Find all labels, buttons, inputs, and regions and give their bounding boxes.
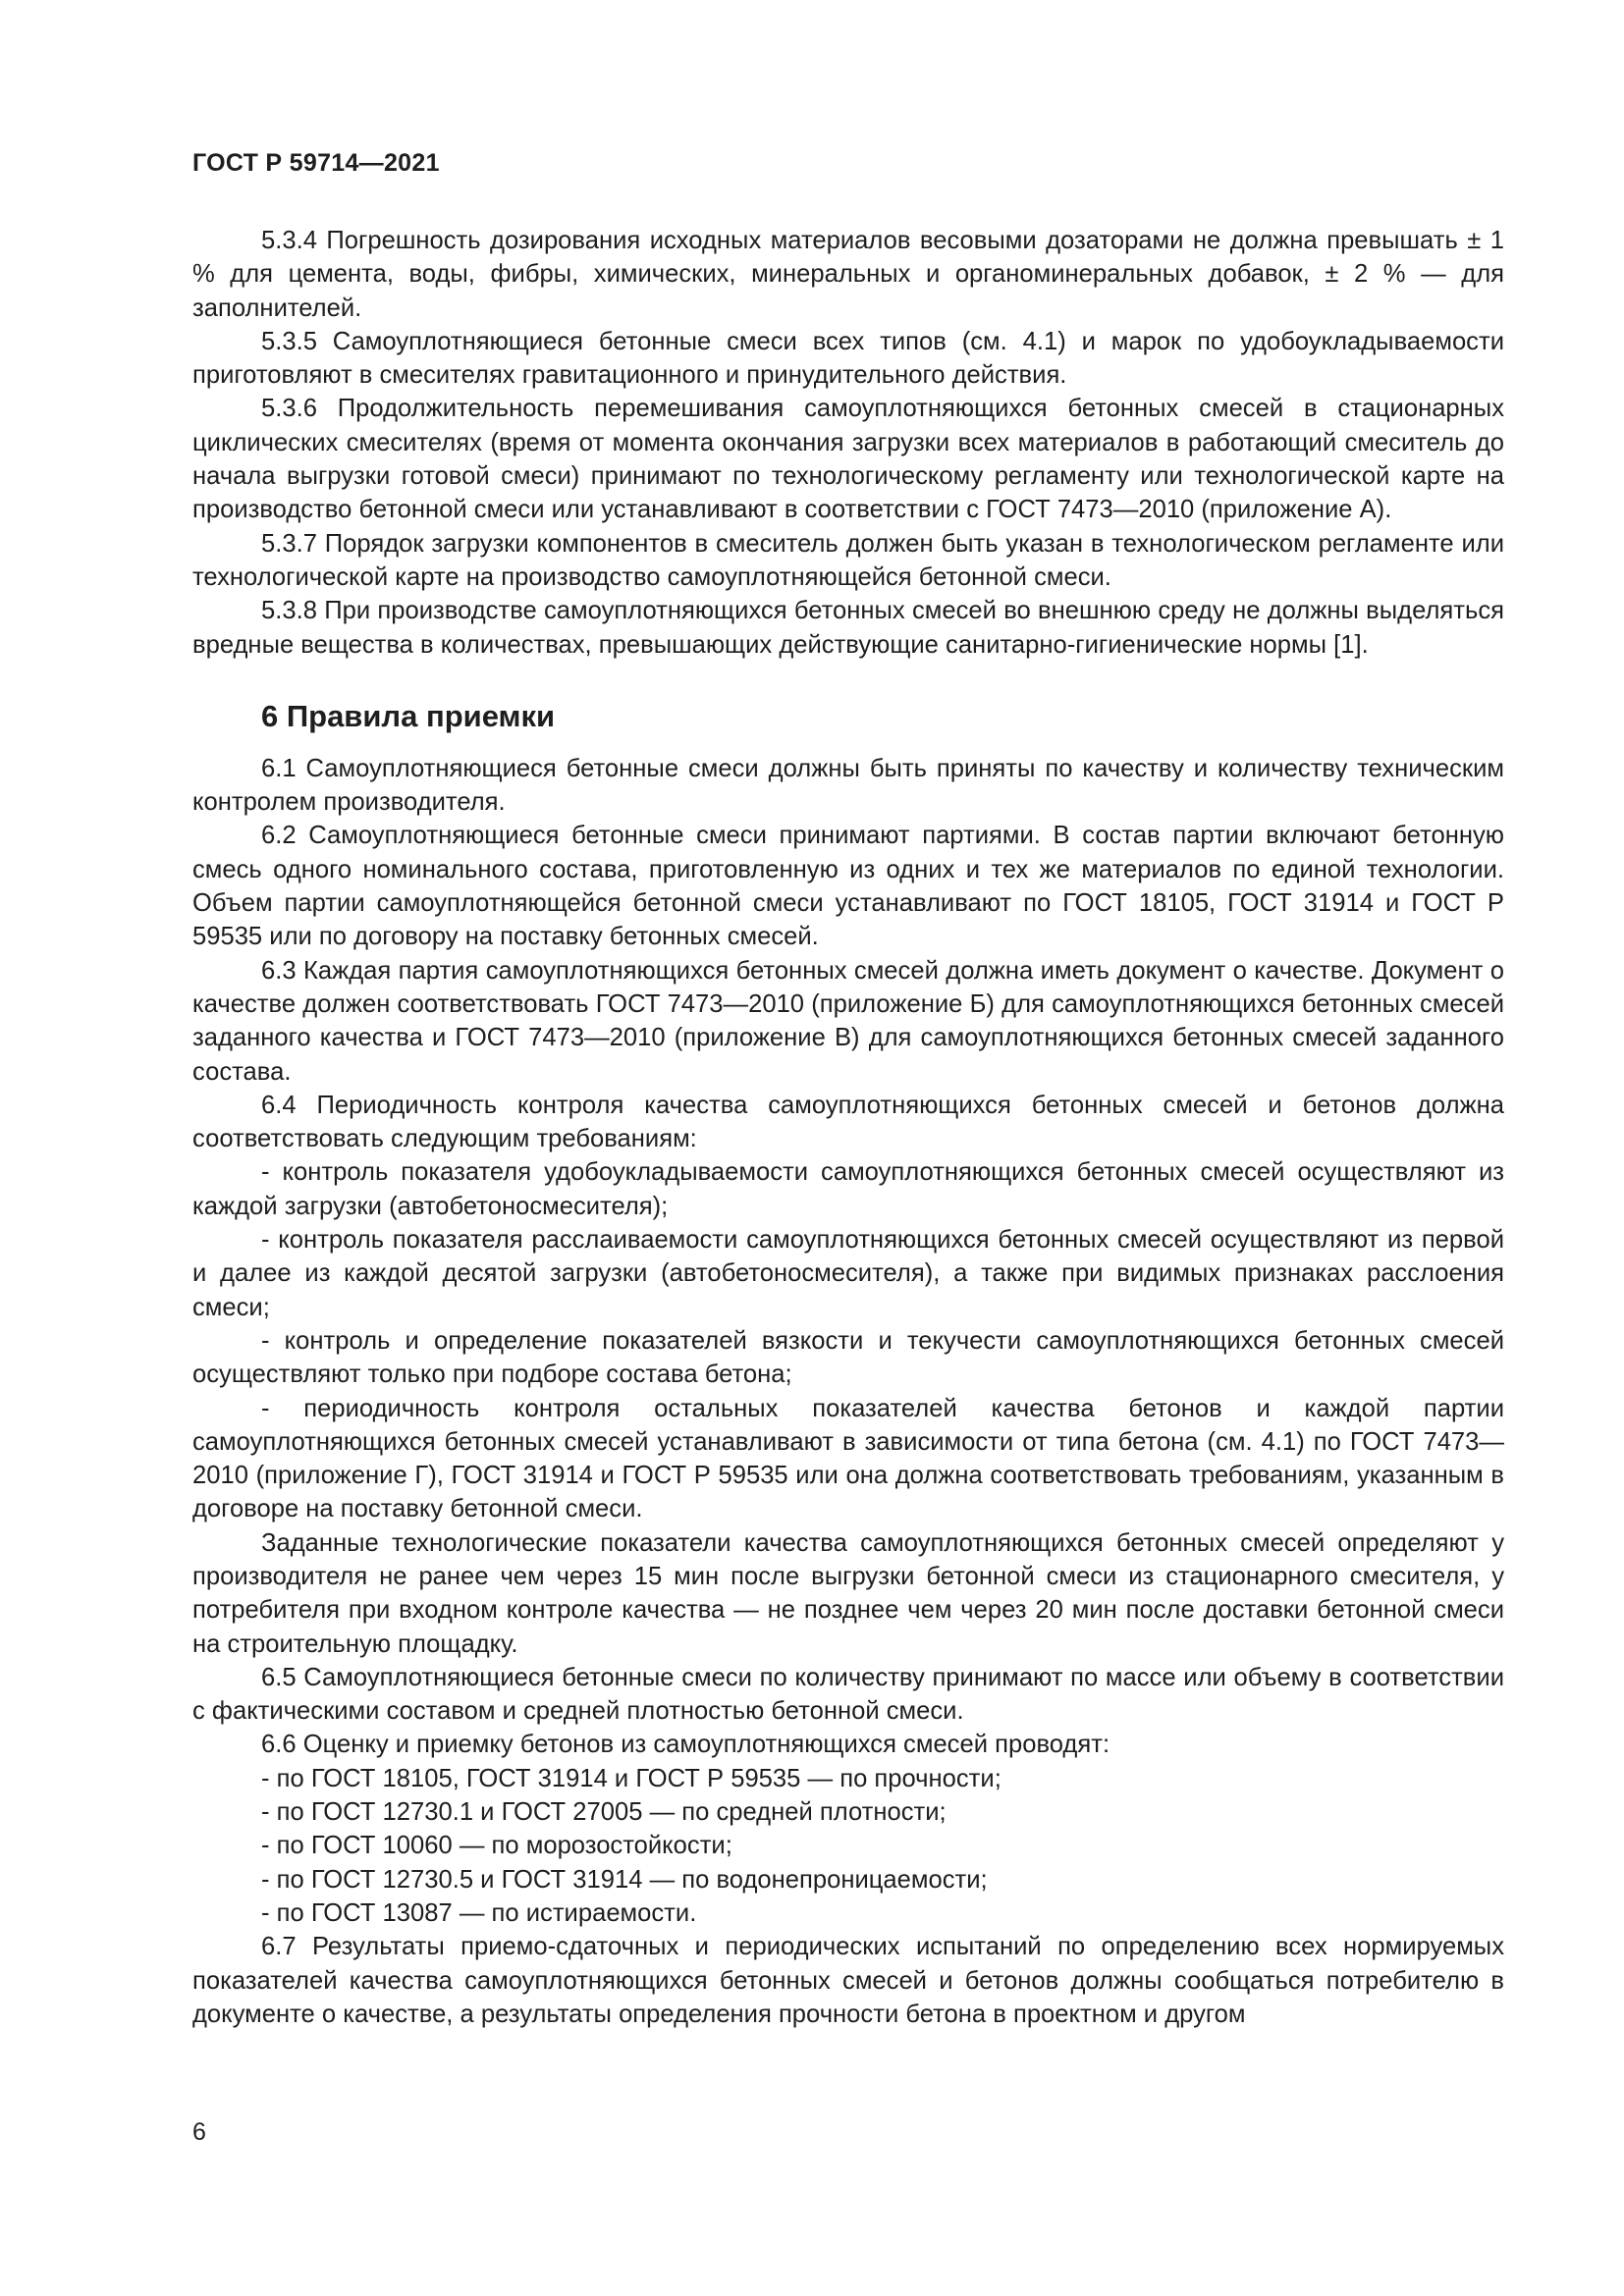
paragraph-5-3-6: 5.3.6 Продолжительность перемешивания самоуплотняющихся бетонных смесей в стационарных циклических смесителях (время от момента окончания загрузки всех материалов в работающий смеситель до начала выгрузки готовой смеси) принимают по технологическому регламенту или технологической карте на производство бетонной смеси или устанавливают в соответствии с ГОСТ 7473—2010 (приложение А). <box>192 395 1504 524</box>
paragraph-6-7: 6.7 Результаты приемо-сдаточных и периодических испытаний по определению всех нормируемых показателей качества самоуплотняющихся бетонных смесей и бетонов должны сообщаться потребителю в документе о качестве, а результаты определения прочности бетона в проектном и другом <box>192 1933 1504 2028</box>
list-item: - по ГОСТ 10060 — по морозостойкости; <box>261 1832 732 1860</box>
paragraph-6-5: 6.5 Самоуплотняющиеся бетонные смеси по количеству принимают по массе или объему в соответствии с фактическими составом и средней плотностью бетонной смеси. <box>192 1663 1504 1726</box>
list-item: - по ГОСТ 12730.1 и ГОСТ 27005 — по средней плотности; <box>261 1798 947 1827</box>
requirement-item: - контроль показателя расслаиваемости самоуплотняющихся бетонных смесей осуществляют из первой и далее из каждой десятой загрузки (автобетоносмесителя), а также при видимых признаках расслоения смеси; <box>192 1226 1504 1321</box>
paragraph-6-4: 6.4 Периодичность контроля качества самоуплотняющихся бетонных смесей и бетонов должна соответствовать следующим требованиям: <box>192 1091 1504 1153</box>
document-header: ГОСТ Р 59714—2021 <box>192 149 440 177</box>
paragraph-5-3-7: 5.3.7 Порядок загрузки компонентов в смеситель должен быть указан в технологическом регламенте или технологической карте на производство самоуплотняющейся бетонной смеси. <box>192 529 1504 591</box>
requirement-item: - контроль и определение показателей вязкости и текучести самоуплотняющихся бетонных смесей осуществляют только при подборе состава бетона; <box>192 1326 1504 1389</box>
paragraph-6-3: 6.3 Каждая партия самоуплотняющихся бетонных смесей должна иметь документ о качестве. Документ о качестве должен соответствовать ГОСТ 7473—2010 (приложение Б) для самоуплотняющихся бетонных смесей заданного качества и ГОСТ 7473—2010 (приложение В) для самоуплотняющихся бетонных смесей заданного состава. <box>192 956 1504 1086</box>
paragraph-5-3-8: 5.3.8 При производстве самоуплотняющихся бетонных смесей во внешнюю среду не должны выделяться вредные вещества в количествах, превышающих действующие санитарно-гигиенические нормы [1]. <box>192 597 1504 659</box>
paragraph-6-2: 6.2 Самоуплотняющиеся бетонные смеси принимают партиями. В состав партии включают бетонную смесь одного номинального состава, приготовленную из одних и тех же материалов по единой технологии. Объем партии самоуплотняющейся бетонной смеси устанавливают по ГОСТ 18105, ГОСТ 31914 и ГОСТ Р 59535 или по договору на поставку бетонных смесей. <box>192 822 1504 951</box>
paragraph-5-3-4: 5.3.4 Погрешность дозирования исходных материалов весовыми дозаторами не должна превышать ± 1 % для цемента, воды, фибры, химических, минеральных и органоминеральных добавок, ± 2 % — для заполнителей. <box>192 227 1504 322</box>
paragraph-6-6: 6.6 Оценку и приемку бетонов из самоуплотняющихся смесей проводят: <box>261 1731 1110 1759</box>
paragraph-6-1: 6.1 Самоуплотняющиеся бетонные смеси должны быть приняты по качеству и количеству техническим контролем производителя. <box>192 754 1504 817</box>
paragraph-technological-indicators: Заданные технологические показатели качества самоуплотняющихся бетонных смесей определяют у производителя не ранее чем через 15 мин после выгрузки бетонной смеси из стационарного смесителя, у потребителя при входном контроле качества — не позднее чем через 20 мин после доставки бетонной смеси на строительную площадку. <box>192 1528 1504 1658</box>
list-item: - по ГОСТ 12730.5 и ГОСТ 31914 — по водонепроницаемости; <box>261 1865 988 1894</box>
section-6-heading: 6 Правила приемки <box>261 698 556 733</box>
page-number: 6 <box>192 2118 206 2146</box>
list-item: - по ГОСТ 18105, ГОСТ 31914 и ГОСТ Р 59535 — по прочности; <box>261 1764 1001 1792</box>
page-content <box>192 224 1504 2031</box>
list-item: - по ГОСТ 13087 — по истираемости. <box>261 1898 697 1927</box>
requirement-item: - периодичность контроля остальных показателей качества бетонов и каждой партии самоуплотняющихся бетонных смесей устанавливают в зависимости от типа бетона (см. 4.1) по ГОСТ 7473—2010 (приложение Г), ГОСТ 31914 и ГОСТ Р 59535 или она должна соответствовать требованиям, указанным в договоре на поставку бетонной смеси. <box>192 1394 1504 1523</box>
requirement-item: - контроль показателя удобоукладываемости самоуплотняющихся бетонных смесей осуществляют из каждой загрузки (автобетоносмесителя); <box>192 1158 1504 1220</box>
paragraph-5-3-5: 5.3.5 Самоуплотняющиеся бетонные смеси всех типов (см. 4.1) и марок по удобоукладываемости приготовляют в смесителях гравитационного и принудительного действия. <box>192 327 1504 390</box>
